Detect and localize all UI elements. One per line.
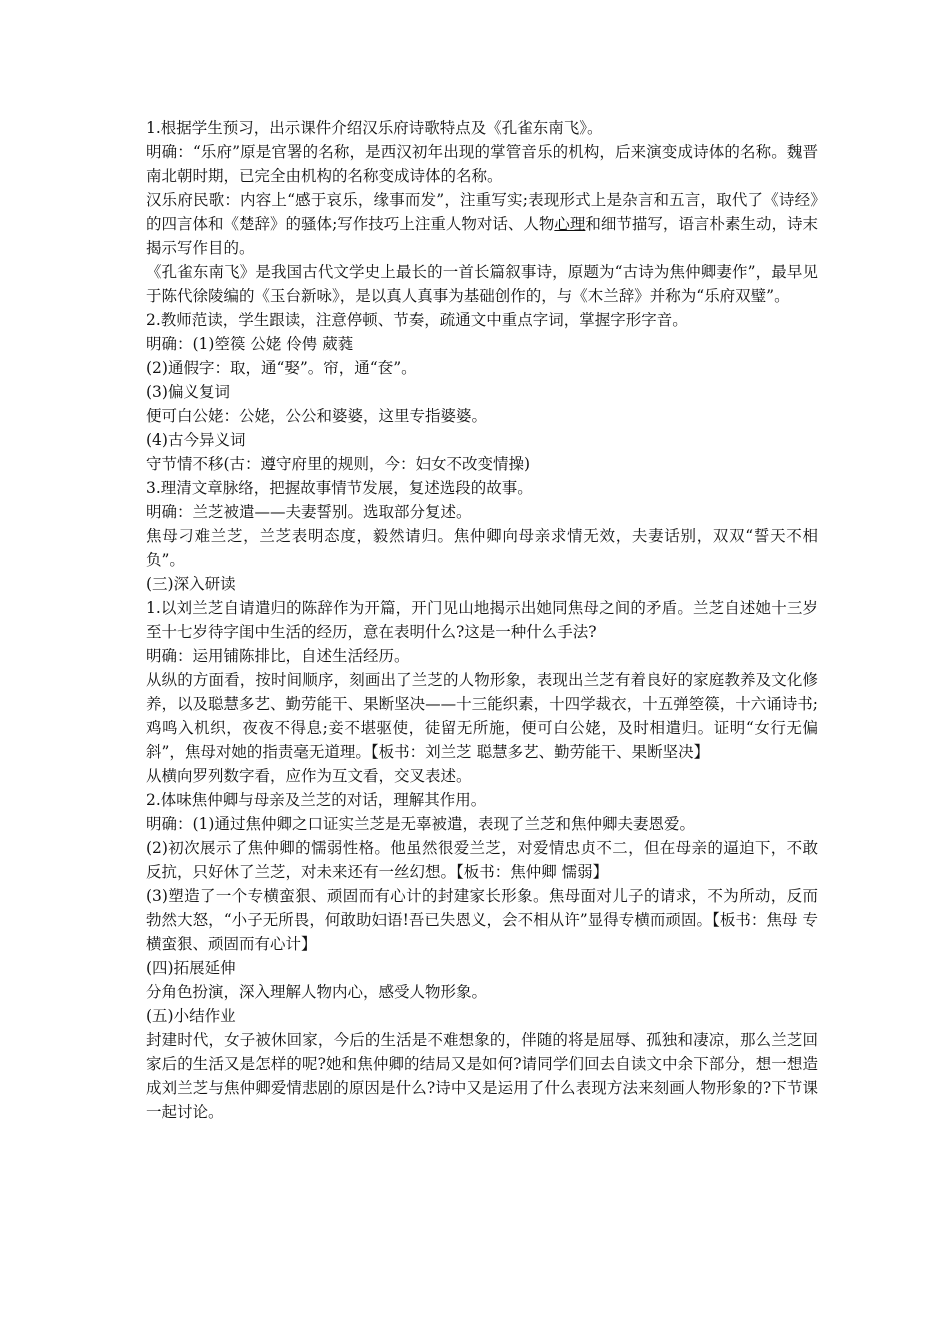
paragraph: (3)偏义复词 bbox=[146, 383, 230, 401]
section-heading: (四)拓展延伸 bbox=[146, 959, 236, 977]
section-heading: (三)深入研读 bbox=[146, 575, 236, 593]
paragraph: 从纵的方面看，按时间顺序，刻画出了兰芝的人物形象，表现出兰芝有着良好的家庭教养及文化修养，以及聪慧多艺、勤劳能干、果断坚决——十三能织素，十四学裁衣，十五弹箜篌，十六诵诗书;鸡鸣入机织，夜夜不得息;妾不堪驱使，徒留无所施，便可白公姥，及时相遣归。证明“女行无偏斜”，焦母对她的指责毫无道理。【板书：刘兰芝 聪慧多艺、勤劳能干、果断坚决】 bbox=[146, 671, 818, 761]
underlined-text: 心理 bbox=[554, 215, 586, 233]
paragraph: 明确：兰芝被遣——夫妻誓别。选取部分复述。 bbox=[146, 503, 472, 521]
paragraph: 2.体味焦仲卿与母亲及兰芝的对话，理解其作用。 bbox=[146, 791, 487, 809]
paragraph: 2.教师范读，学生跟读，注意停顿、节奏，疏通文中重点字词，掌握字形字音。 bbox=[146, 311, 688, 329]
paragraph: 明确：(1)箜篌 公姥 伶俜 葳蕤 bbox=[146, 335, 354, 353]
paragraph: (3)塑造了一个专横蛮狠、顽固而有心计的封建家长形象。焦母面对儿子的请求，不为所动，反而勃然大怒，“小子无所畏，何敢助妇语!吾已失恩义，会不相从许”显得专横而顽固。【板书：焦母 专横蛮狠、顽固而有心计】 bbox=[146, 887, 818, 953]
paragraph bbox=[146, 188, 818, 260]
paragraph: 便可白公姥：公姥，公公和婆婆，这里专指婆婆。 bbox=[146, 407, 488, 425]
section-heading: (五)小结作业 bbox=[146, 1007, 236, 1025]
paragraph: (4)古今异义词 bbox=[146, 431, 246, 449]
paragraph: 封建时代，女子被休回家，今后的生活是不难想象的，伴随的将是屈辱、孤独和凄凉，那么兰芝回家后的生活又是怎样的呢?她和焦仲卿的结局又是如何?请同学们回去自读文中余下部分，想一想造成刘兰芝与焦仲卿爱情悲剧的原因是什么?诗中又是运用了什么表现方法来刻画人物形象的?下节课一起讨论。 bbox=[146, 1031, 818, 1121]
paragraph: 1.以刘兰芝自请遣归的陈辞作为开篇，开门见山地揭示出她同焦母之间的矛盾。兰芝自述她十三岁至十七岁待字闺中生活的经历，意在表明什么?这是一种什么手法? bbox=[146, 599, 818, 641]
paragraph: 明确：运用铺陈排比，自述生活经历。 bbox=[146, 647, 410, 665]
document-body bbox=[146, 116, 818, 1124]
paragraph: 分角色扮演，深入理解人物内心，感受人物形象。 bbox=[146, 983, 488, 1001]
paragraph: 1.根据学生预习，出示课件介绍汉乐府诗歌特点及《孔雀东南飞》。 bbox=[146, 119, 603, 137]
paragraph: 明确：(1)通过焦仲卿之口证实兰芝是无辜被遣，表现了兰芝和焦仲卿夫妻恩爱。 bbox=[146, 815, 695, 833]
text-run: 和细节描写，语言朴素生动，诗末揭示写作目的。 bbox=[146, 215, 818, 257]
paragraph: 守节情不移(古：遵守府里的规则，今：妇女不改变情操) bbox=[146, 455, 531, 473]
paragraph: 焦母刁难兰芝，兰芝表明态度，毅然请归。焦仲卿向母亲求情无效，夫妻话别，双双“誓天不相负”。 bbox=[146, 527, 818, 569]
paragraph: (2)初次展示了焦仲卿的懦弱性格。他虽然很爱兰芝，对爱情忠贞不二，但在母亲的逼迫下，不敢反抗，只好休了兰芝，对未来还有一丝幻想。【板书：焦仲卿 懦弱】 bbox=[146, 839, 818, 881]
paragraph: 《孔雀东南飞》是我国古代文学史上最长的一首长篇叙事诗，原题为“古诗为焦仲卿妻作”，最早见于陈代徐陵编的《玉台新咏》，是以真人真事为基础创作的，与《木兰辞》并称为“乐府双璧”。 bbox=[146, 263, 818, 305]
paragraph: 明确：“乐府”原是官署的名称，是西汉初年出现的掌管音乐的机构，后来演变成诗体的名称。魏晋南北朝时期，已完全由机构的名称变成诗体的名称。 bbox=[146, 143, 818, 185]
paragraph: (2)通假字：取，通“娶”。帘，通“奁”。 bbox=[146, 359, 417, 377]
paragraph: 3.理清文章脉络，把握故事情节发展，复述选段的故事。 bbox=[146, 479, 533, 497]
text-run: 汉乐府民歌：内容上“感于哀乐，缘事而发”，注重写实;表现形式上是杂言和五言，取代了《诗经》的四言体和《楚辞》的骚体;写作技巧上注重人物对话、人物 bbox=[146, 191, 818, 233]
paragraph: 从横向罗列数字看，应作为互文看，交叉表述。 bbox=[146, 767, 472, 785]
